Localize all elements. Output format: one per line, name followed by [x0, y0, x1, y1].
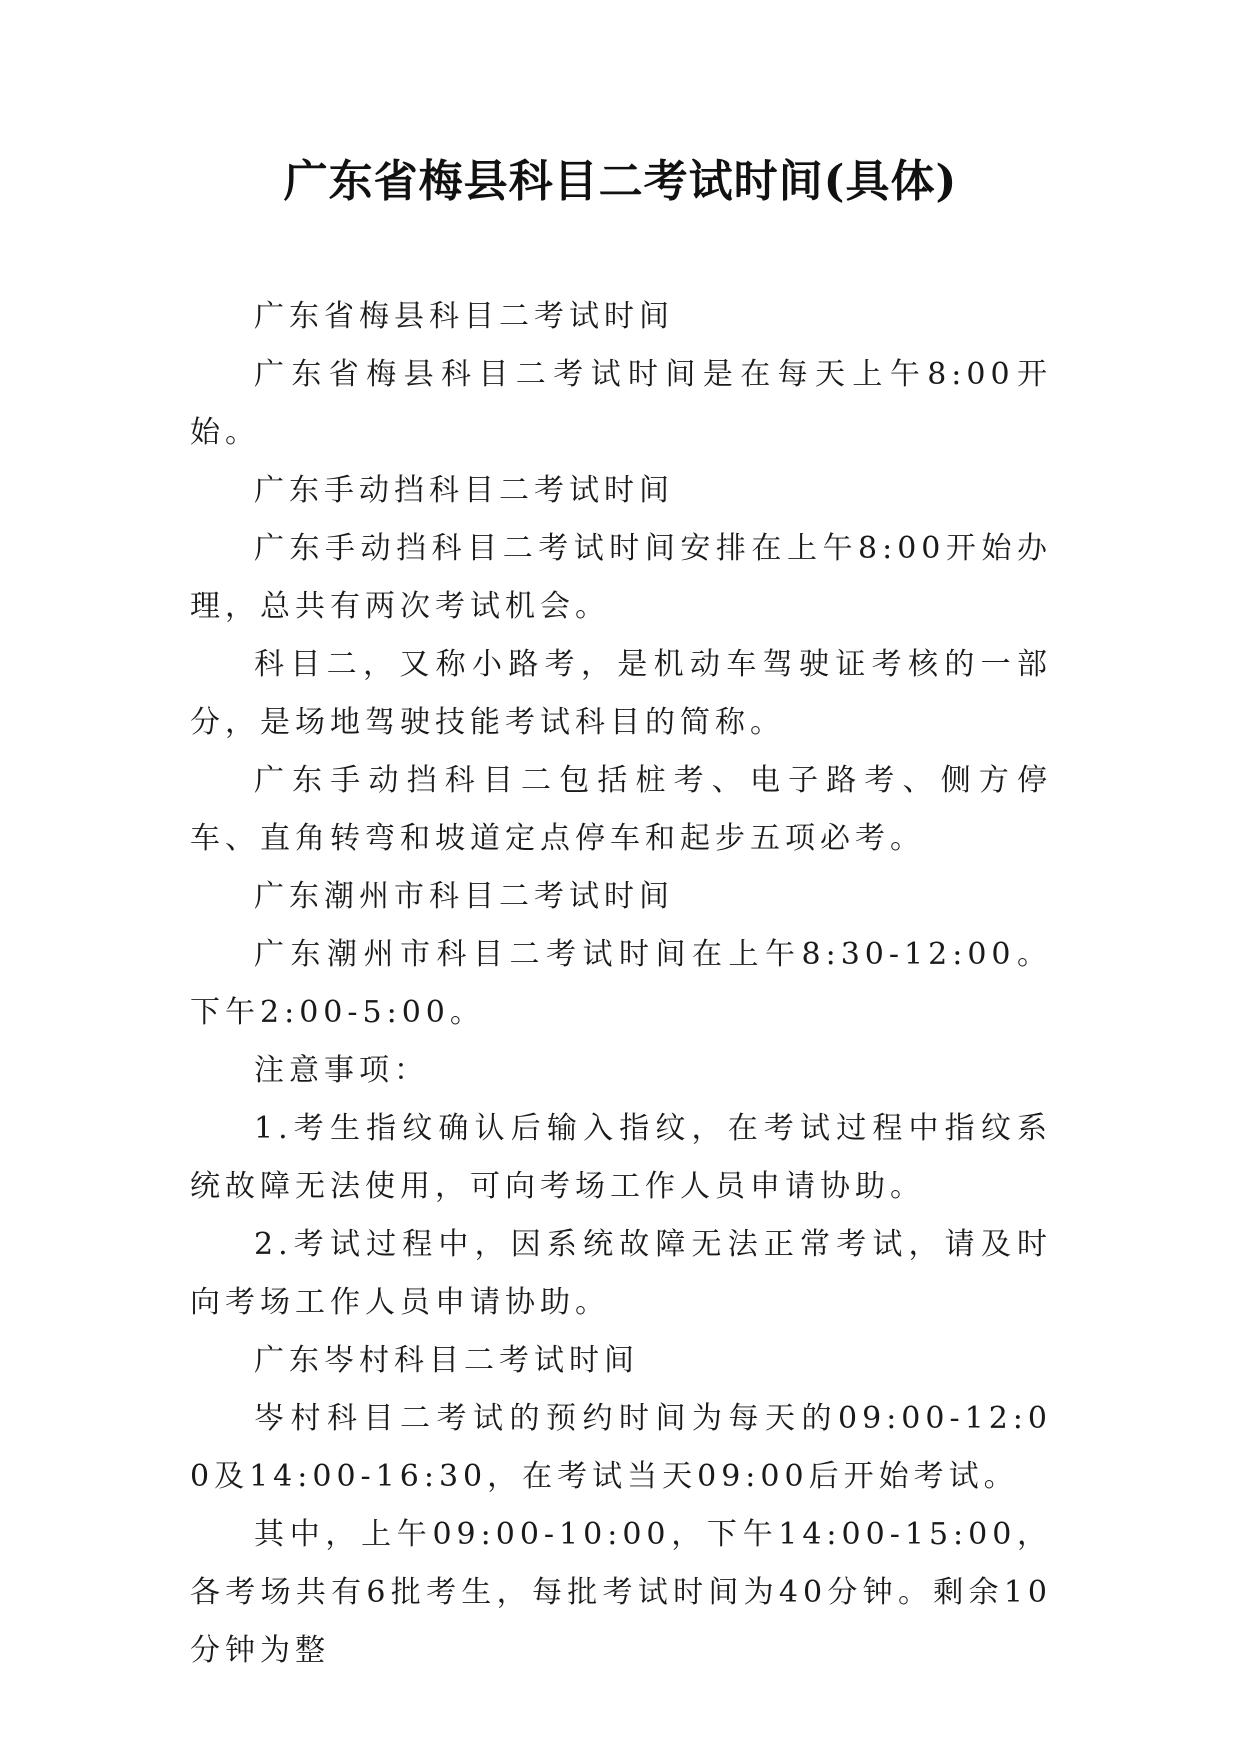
paragraph: 科目二，又称小路考，是机动车驾驶证考核的一部分，是场地驾驶技能考试科目的简称。 — [190, 647, 1052, 740]
paragraph: 广东潮州市科目二考试时间在上午8:30-12:00。下午2:00-5:00。 — [190, 937, 1052, 1030]
paragraph: 广东手动挡科目二考试时间安排在上午8:00开始办理，总共有两次考试机会。 — [190, 531, 1052, 624]
paragraph: 广东手动挡科目二包括桩考、电子路考、侧方停车、直角转弯和坡道定点停车和起步五项必考。 — [190, 763, 1052, 856]
paragraph: 注意事项： — [254, 1053, 429, 1088]
document-body — [190, 288, 1052, 1680]
document-title: 广东省梅县科目二考试时间(具体) — [283, 156, 958, 207]
paragraph: 广东潮州市科目二考试时间 — [254, 879, 674, 914]
paragraph: 广东岑村科目二考试时间 — [254, 1343, 639, 1378]
paragraph: 广东省梅县科目二考试时间是在每天上午8:00开始。 — [190, 357, 1052, 450]
paragraph: 其中，上午09:00-10:00，下午14:00-15:00，各考场共有6批考生，每批考试时间为40分钟。剩余10分钟为整 — [190, 1517, 1052, 1668]
paragraph: 岑村科目二考试的预约时间为每天的09:00-12:00及14:00-16:30，在考试当天09:00后开始考试。 — [190, 1401, 1052, 1494]
paragraph: 2.考试过程中，因系统故障无法正常考试，请及时向考场工作人员申请协助。 — [190, 1227, 1052, 1320]
paragraph: 广东省梅县科目二考试时间 — [254, 299, 674, 334]
paragraph: 广东手动挡科目二考试时间 — [254, 473, 674, 508]
paragraph: 1.考生指纹确认后输入指纹，在考试过程中指纹系统故障无法使用，可向考场工作人员申请协助。 — [190, 1111, 1052, 1204]
